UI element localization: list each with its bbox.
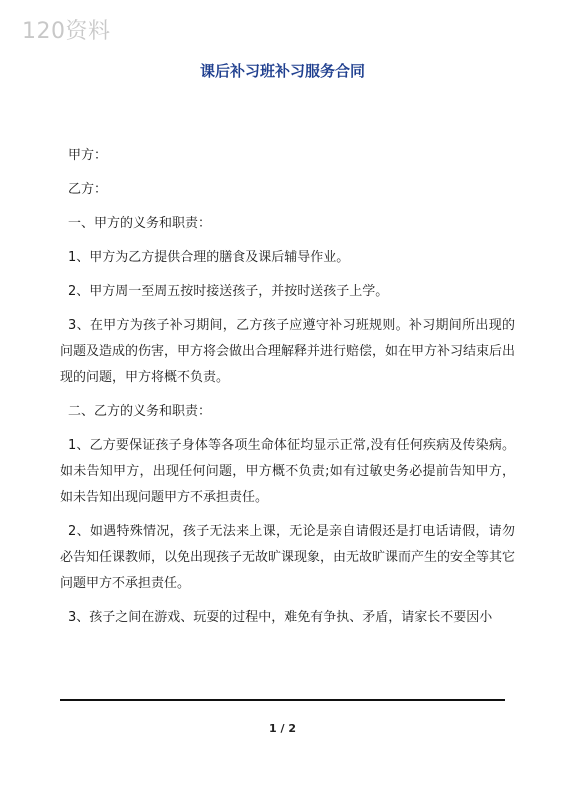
party-a-line: 甲方： (68, 148, 108, 163)
page-number: 1 / 2 (269, 722, 296, 735)
section-heading-party-b: 二、乙方的义务和职责： (68, 404, 212, 419)
document-title: 课后补习班补习服务合同 (199, 62, 365, 80)
party-b-line: 乙方： (68, 182, 108, 197)
clause-b-1: 1、乙方要保证孩子身体等各项生命体征均显示正常,没有任何疾病及传染病。如未告知甲方，出现任何问题，甲方概不负责;如有过敏史务必提前告知甲方，如未告知出现问题甲方不承担责任。 (60, 438, 515, 505)
clause-b-3: 3、孩子之间在游戏、玩耍的过程中，难免有争执、矛盾，请家长不要因小 (68, 610, 493, 625)
clause-b-2: 2、如遇特殊情况，孩子无法来上课，无论是亲自请假还是打电话请假，请勿必告知任课教师，以免出现孩子无故旷课现象，由无故旷课而产生的安全等其它问题甲方不承担责任。 (60, 524, 516, 591)
clause-a-2: 2、甲方周一至周五按时接送孩子，并按时送孩子上学。 (68, 284, 389, 299)
clause-a-1: 1、甲方为乙方提供合理的膳食及课后辅导作业。 (68, 250, 350, 265)
page-footer-rule (60, 699, 505, 701)
section-heading-party-a: 一、甲方的义务和职责： (68, 216, 212, 231)
clause-a-3: 3、在甲方为孩子补习期间，乙方孩子应遵守补习班规则。补习期间所出现的问题及造成的伤害，甲方将会做出合理解释并进行赔偿，如在甲方补习结束后出现的问题，甲方将概不负责。 (60, 318, 516, 385)
watermark: 120资料 (22, 19, 111, 44)
document-body (60, 143, 515, 639)
